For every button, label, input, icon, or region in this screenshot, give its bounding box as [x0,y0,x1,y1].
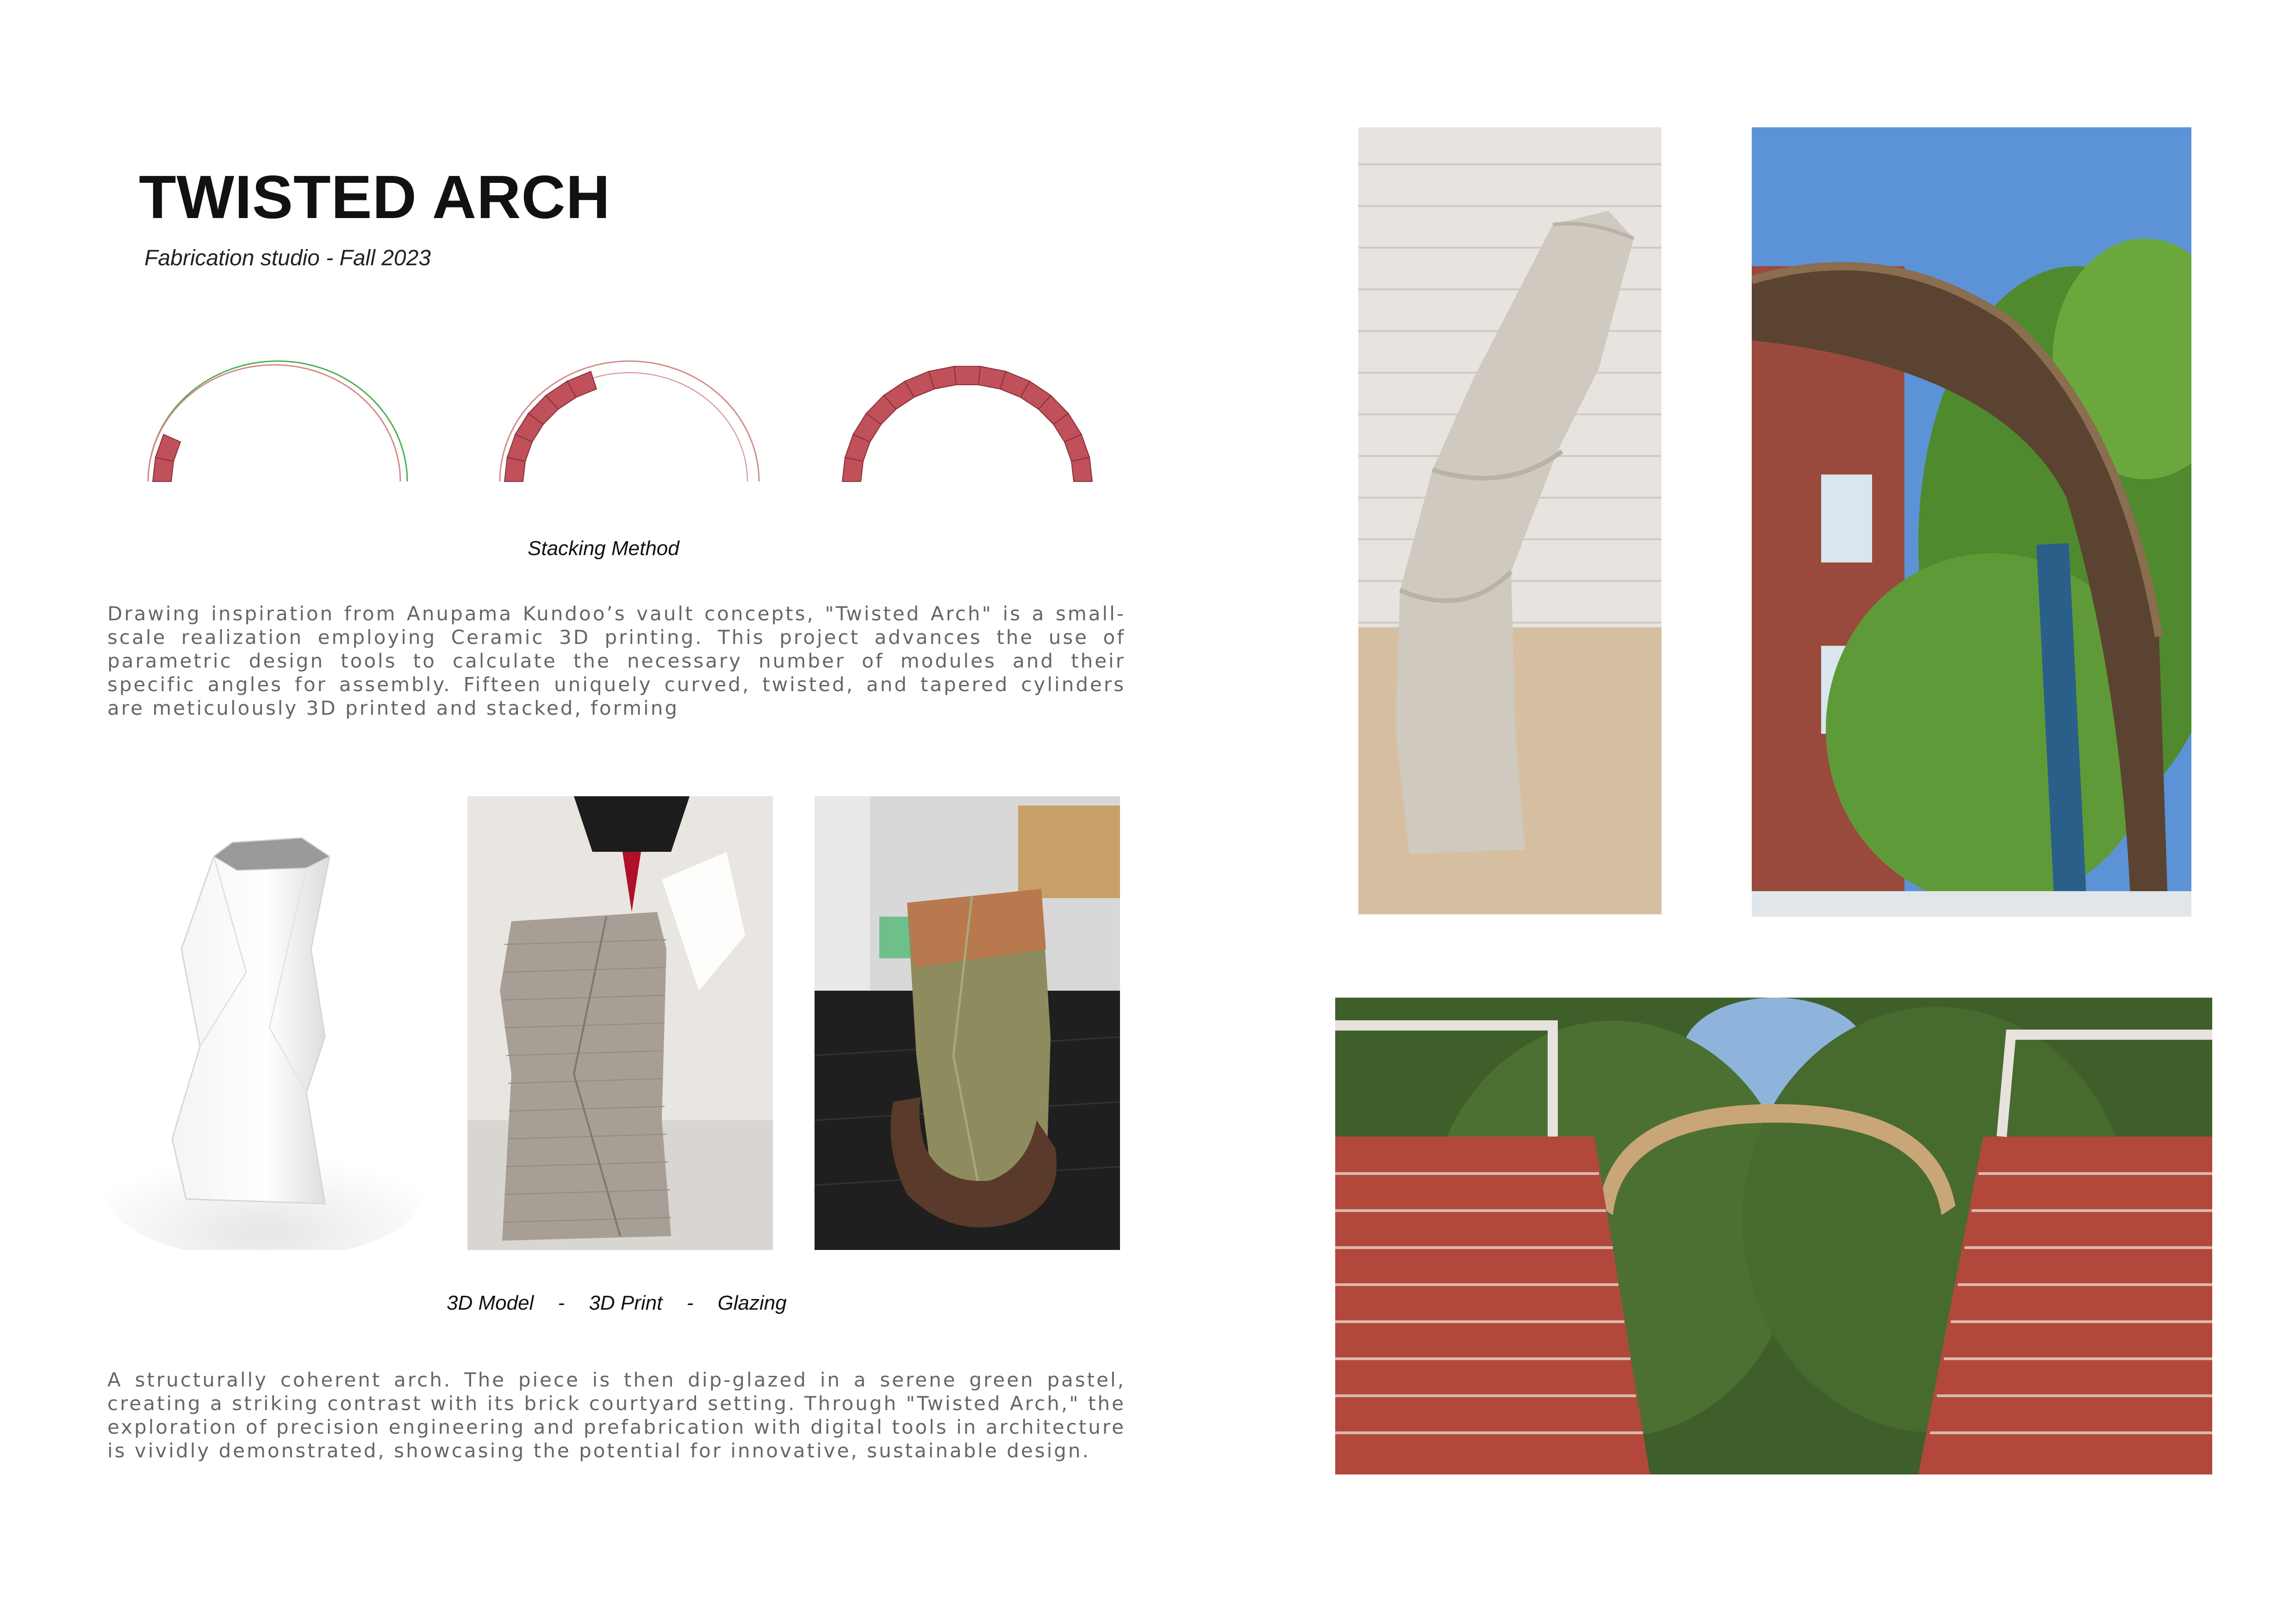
caption-3d-model: 3D Model [447,1292,534,1314]
stacking-diagram-step-3 [828,352,1106,491]
courtyard-arch-photo [1335,998,2212,1474]
caption-separator: - [558,1292,565,1314]
closing-paragraph: A structurally coherent arch. The piece is then dip-glazed in a serene green pastel, creating a striking contrast with its brick courtyard setting. Through "Twisted Arch," the exploration of precision engineering and prefabrication with digital tools in architecture is vividly demonstrated, showcasing the potential for innovative, sustainable design. [107,1368,1126,1462]
3d-print-photo [467,796,773,1250]
arch-closeup-photo [1752,127,2191,917]
caption-3d-print: 3D Print [589,1292,663,1314]
process-caption [447,1292,787,1315]
intro-paragraph: Drawing inspiration from Anupama Kundoo’s vault concepts, "Twisted Arch" is a small-scale realization employing Ceramic 3D printing. This project advances the use of parametric design tools to calculate the necessary number of modules and their specific angles for assembly. Fifteen uniquely curved, twisted, and tapered cylinders are meticulously 3D printed and stacked, forming [107,602,1126,719]
page-subtitle: Fabrication studio - Fall 2023 [144,246,431,270]
caption-glazing: Glazing [717,1292,787,1314]
caption-separator: - [686,1292,694,1314]
stacking-caption: Stacking Method [528,537,679,560]
glazing-photo [815,796,1120,1250]
arch-module [156,434,180,461]
stacking-diagram-step-1 [139,352,417,491]
page-title: TWISTED ARCH [139,163,611,231]
stacked-modules-photo [1358,127,1661,914]
arch-module [954,366,980,385]
3d-model-render [107,796,427,1250]
stacking-diagram-step-2 [491,352,768,491]
arch-module [1071,457,1092,481]
